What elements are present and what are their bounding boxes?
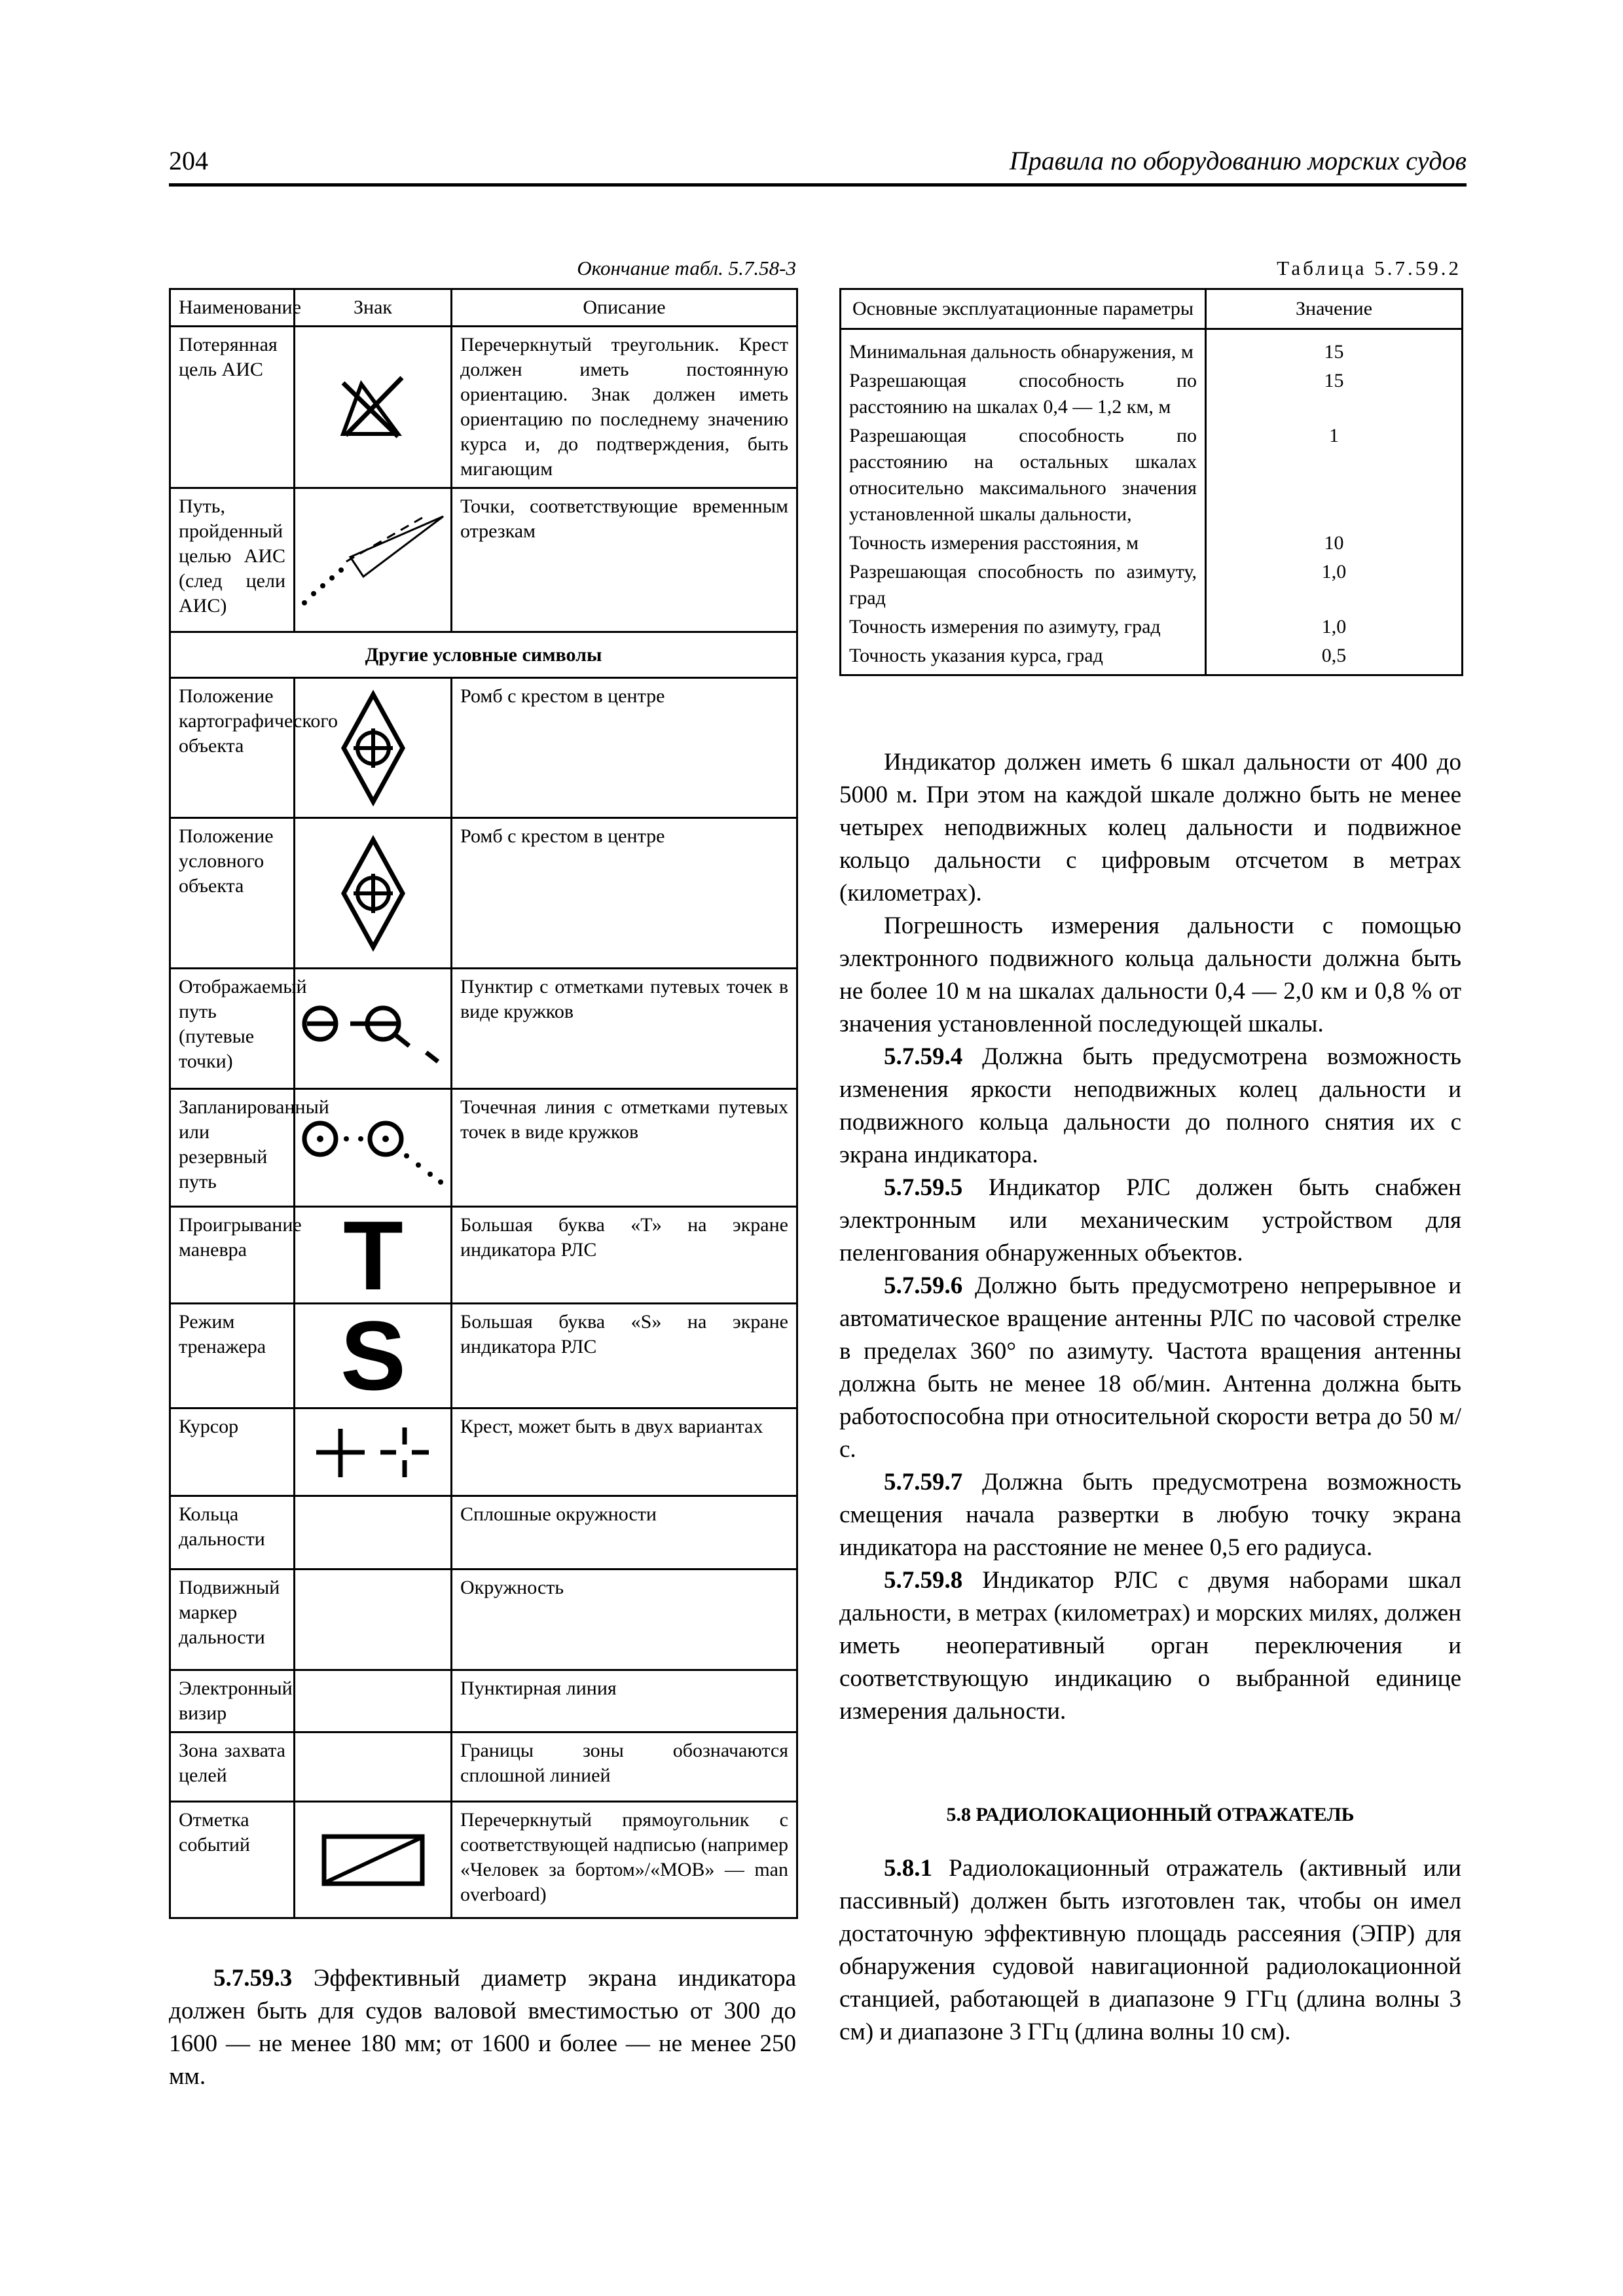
- row-name: Режим тренажера: [170, 1304, 295, 1408]
- clause-number: 5.7.59.7: [884, 1469, 963, 1496]
- param-name: Точность указания курса, град: [841, 641, 1206, 675]
- row-description: Перечеркнутый прямоугольник с соответствующей надписью (например «Человек за бортом»/«МОВ» — man overboard): [452, 1802, 797, 1918]
- param-name: Разрешающая способность по азимуту, град: [841, 558, 1206, 613]
- table-row: [170, 327, 797, 488]
- table-row: [170, 1304, 797, 1408]
- table-row: [841, 367, 1463, 422]
- row-description: Пунктир с отметками путевых точек в виде кружков: [452, 969, 797, 1089]
- param-name: Разрешающая способность по расстоянию на остальных шкалах относительно максимального значения установленной шкалы дальности,: [841, 422, 1206, 529]
- param-name: Точность измерения расстояния, м: [841, 529, 1206, 558]
- param-value: 10: [1206, 529, 1463, 558]
- table-row: [841, 529, 1463, 558]
- event-mark-icon: [295, 1802, 452, 1918]
- row-description: Окружность: [452, 1570, 797, 1670]
- params-table-caption: Таблица 5.7.59.2: [1277, 257, 1461, 279]
- row-name: Подвижный маркер дальности: [170, 1570, 295, 1670]
- row-name: Потерянная цель АИС: [170, 327, 295, 488]
- row-description: Пунктирная линия: [452, 1670, 797, 1732]
- paragraph: Погрешность измерения дальности с помощью электронного подвижного кольца дальности должна быть не более 10 м на шкалах дальности 0,4 — 2,0 км и 0,8 % от значения установленной последующей шкалы.: [839, 912, 1461, 1037]
- row-name: Курсор: [170, 1408, 295, 1496]
- row-description: Ромб с крестом в центре: [452, 678, 797, 818]
- page-number: 204: [169, 146, 208, 175]
- table-group-row: [170, 632, 797, 678]
- table-row: [170, 1207, 797, 1304]
- target-track-icon: [295, 488, 452, 632]
- param-value: 0,5: [1206, 641, 1463, 675]
- row-description: Сплошные окружности: [452, 1496, 797, 1570]
- paragraph: 5.7.59.8 Индикатор РЛС с двумя наборами шкал дальности, в метрах (километрах) и морских милях, должен иметь неоперативный орган переключения и соответствующую индикацию о выбранной единице измерения дальности.: [839, 1567, 1461, 1725]
- row-description: Границы зоны обозначаются сплошной линией: [452, 1732, 797, 1802]
- param-name: Разрешающая способность по расстоянию на шкалах 0,4 — 1,2 км, м: [841, 367, 1206, 422]
- param-value: 1,0: [1206, 558, 1463, 613]
- row-description: Точечная линия с отметками путевых точек в виде кружков: [452, 1089, 797, 1207]
- clause-number: 5.7.59.3: [213, 1965, 293, 1992]
- param-value: 1,0: [1206, 613, 1463, 641]
- table-row: [841, 641, 1463, 675]
- letter-s: S: [340, 1313, 406, 1399]
- paragraph: 5.7.59.5 Индикатор РЛС должен быть снабжен электронным или механическим устройством для пеленгования обнаруженных объектов.: [839, 1174, 1461, 1266]
- table-row: [170, 1670, 797, 1732]
- header-value: Значение: [1206, 289, 1463, 329]
- group-heading: Другие условные символы: [170, 632, 797, 678]
- row-description: Большая буква «S» на экране индикатора РЛС: [452, 1304, 797, 1408]
- right-column-text: [839, 746, 1461, 1728]
- clause-number: 5.7.59.4: [884, 1043, 963, 1070]
- dashed-route-icon: [295, 969, 452, 1089]
- row-name: Путь, пройденный целью АИС (след цели АИС): [170, 488, 295, 632]
- table-row: [170, 1496, 797, 1570]
- clause-number: 5.7.59.6: [884, 1272, 963, 1299]
- param-name: Точность измерения по азимуту, град: [841, 613, 1206, 641]
- row-name: Проигрывание маневра: [170, 1207, 295, 1304]
- row-description: Ромб с крестом в центре: [452, 818, 797, 969]
- left-column-text: [169, 1962, 796, 2093]
- table-row: [841, 329, 1463, 367]
- header-sign: Знак: [295, 289, 452, 327]
- table-header-row: [841, 289, 1463, 329]
- clause-number: 5.7.59.8: [884, 1567, 963, 1594]
- symbols-table-caption: Окончание табл. 5.7.58-3: [577, 257, 796, 279]
- clause-number: 5.7.59.5: [884, 1174, 963, 1201]
- param-name: Минимальная дальность обнаружения, м: [841, 329, 1206, 367]
- table-row: [170, 969, 797, 1089]
- row-name: Отметка событий: [170, 1802, 295, 1918]
- table-row: [170, 1408, 797, 1496]
- param-value: 1: [1206, 422, 1463, 529]
- param-value: 15: [1206, 367, 1463, 422]
- row-description: Крест, может быть в двух вариантах: [452, 1408, 797, 1496]
- table-row: [170, 488, 797, 632]
- paragraph: 5.7.59.4 Должна быть предусмотрена возможность изменения яркости неподвижных колец дальности и подвижного кольца дальности до полного снятия их с экрана индикатора.: [839, 1043, 1461, 1168]
- header-param: Основные эксплуатационные параметры: [841, 289, 1206, 329]
- table-row: [841, 558, 1463, 613]
- table-row: [170, 818, 797, 969]
- section-text: [839, 1852, 1461, 2049]
- table-row: [170, 1732, 797, 1802]
- row-description: Перечеркнутый треугольник. Крест должен иметь постоянную ориентацию. Знак должен иметь ориентацию по последнему значению курса и, до подтверждения, быть мигающим: [452, 327, 797, 488]
- paragraph: 5.7.59.6 Должно быть предусмотрено непрерывное и автоматическое вращение антенны РЛС по часовой стрелке в пределах 360° по азимуту. Частота вращения антенны должна быть не менее 18 об/мин. Антенна должна быть работоспособна при относительной скорости ветра до 50 м/с.: [839, 1272, 1461, 1463]
- paragraph: 5.7.59.3 Эффективный диаметр экрана индикатора должен быть для судов валовой вместимостью от 300 до 1600 — не менее 180 мм; от 1600 и более — не менее 250 мм.: [169, 1965, 796, 2090]
- row-name: Положение картографического объекта: [170, 678, 295, 818]
- paragraph: 5.8.1 Радиолокационный отражатель (активный или пассивный) должен быть изготовлен так, чтобы он имел достаточную эффективную площадь рассеяния (ЭПР) для обнаружения судовой навигационной радиолокационной станцией, работающей в диапазоне 9 ГГц (длина волны 3 см) и диапазоне 3 ГГц (длина волны 10 см).: [839, 1855, 1461, 2045]
- table-row: [170, 678, 797, 818]
- paragraph: 5.7.59.7 Должна быть предусмотрена возможность смещения начала развертки в любую точку экрана индикатора на расстояние не менее 0,5 его радиуса.: [839, 1469, 1461, 1561]
- table-row: [841, 422, 1463, 529]
- table-row: [170, 1802, 797, 1918]
- letter-t-icon: [295, 1207, 452, 1304]
- row-name: Электронный визир: [170, 1670, 295, 1732]
- table-row: [841, 613, 1463, 641]
- table-header-row: [170, 289, 797, 327]
- cursor-cross-icon: [295, 1408, 452, 1496]
- table-row: [170, 1570, 797, 1670]
- row-name: Запланированный или резервный путь: [170, 1089, 295, 1207]
- row-name: Зона захвата целей: [170, 1732, 295, 1802]
- rhombus-cross-icon: [295, 678, 452, 818]
- page-header: [169, 145, 1467, 187]
- paragraph: Индикатор должен иметь 6 шкал дальности от 400 до 5000 м. При этом на каждой шкале должно быть не менее четырех неподвижных колец дальности и подвижное кольцо дальности с цифровым отсчетом в метрах (километрах).: [839, 749, 1461, 906]
- header-name: Наименование: [170, 289, 295, 327]
- clause-number: 5.8.1: [884, 1855, 932, 1882]
- row-description: Большая буква «Т» на экране индикатора РЛС: [452, 1207, 797, 1304]
- lost-target-icon: [295, 327, 452, 488]
- params-table: [839, 288, 1463, 676]
- header-description: Описание: [452, 289, 797, 327]
- row-name: Положение условного объекта: [170, 818, 295, 969]
- section-heading: 5.8 РАДИОЛОКАЦИОННЫЙ ОТРАЖАТЕЛЬ: [946, 1804, 1355, 1825]
- param-value: 15: [1206, 329, 1463, 367]
- row-description: Точки, соответствующие временным отрезкам: [452, 488, 797, 632]
- table-row: [170, 1089, 797, 1207]
- symbols-table: [169, 288, 798, 1919]
- letter-s-icon: [295, 1304, 452, 1408]
- row-name: Отображаемый путь (путевые точки): [170, 969, 295, 1089]
- rhombus-cross-icon: [295, 818, 452, 969]
- row-name: Кольца дальности: [170, 1496, 295, 1570]
- running-title: Правила по оборудованию морских судов: [1009, 146, 1467, 175]
- letter-t: T: [342, 1215, 403, 1295]
